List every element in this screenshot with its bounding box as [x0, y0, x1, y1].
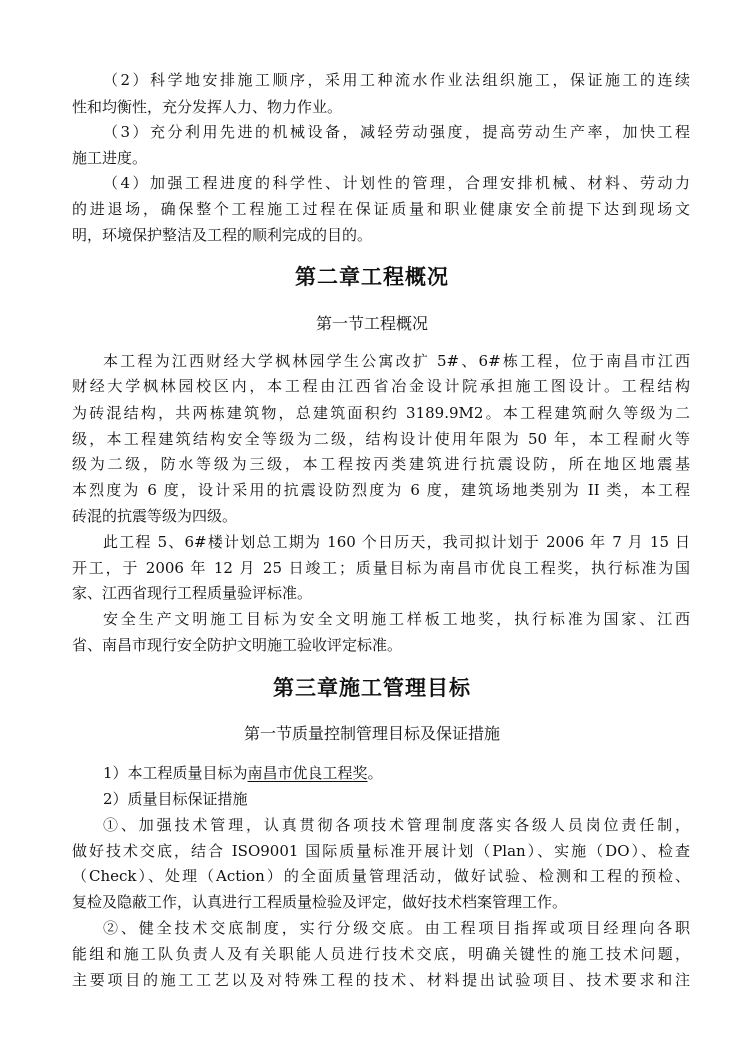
ch2-para1-line1: 本工程为江西财经大学枫林园学生公寓改扩 5#、6#栋工程，位于南昌市江西 — [103, 352, 690, 370]
ch2-para3-line2: 省、南昌市现行安全防护文明施工验收评定标准。 — [72, 636, 403, 654]
ch3-item2: 2）质量目标保证措施 — [103, 790, 248, 808]
ch3-m2-line1: ②、健全技术交底制度，实行分级交底。由工程项目指挥或项目经理向各职 — [103, 919, 690, 937]
intro-p3-line2: 施工进度。 — [72, 149, 148, 167]
ch2-para1-line6: 本烈度为 6 度，设计采用的抗震设防烈度为 6 度，建筑场地类别为 II 类，本工程 — [72, 481, 690, 499]
ch3-item1-suffix: 。 — [367, 764, 383, 782]
ch2-para1-line5: 级为二级，防水等级为三级，本工程按丙类建筑进行抗震设防，所在地区地震基 — [72, 455, 690, 473]
intro-p2-line1: （2）科学地安排施工顺序，采用工种流水作业法组织施工，保证施工的连续 — [103, 71, 690, 89]
chapter3-title: 第三章施工管理目标 — [273, 675, 471, 700]
ch2-para1-line4: 级，本工程建筑结构安全等级为二级，结构设计使用年限为 50 年，本工程耐火等 — [72, 430, 690, 448]
ch2-para1-line2: 财经大学枫林园校区内，本工程由江西省冶金设计院承担施工图设计。工程结构 — [72, 377, 690, 395]
intro-p3-line1: （3）充分利用先进的机械设备，减轻劳动强度，提高劳动生产率，加快工程 — [103, 123, 690, 141]
ch2-para1-line7: 砖混的抗震等级为四级。 — [72, 507, 238, 525]
chapter2-section1-title: 第一节工程概况 — [315, 314, 428, 333]
ch2-para2-line2: 开工，于 2006 年 12 月 25 日竣工；质量目标为南昌市优良工程奖，执行标准为国 — [72, 559, 690, 577]
ch3-m1-line1: ①、加强技术管理，认真贯彻各项技术管理制度落实各级人员岗位责任制， — [103, 816, 690, 834]
ch2-para2-line1: 此工程 5、6#楼计划总工期为 160 个日历天，我司拟计划于 2006 年 7 月 15 日 — [103, 533, 690, 551]
ch3-m1-line4: 复检及隐蔽工作，认真进行工程质量检验及评定，做好技术档案管理工作。 — [72, 893, 568, 911]
intro-p4-line1: （4）加强工程进度的科学性、计划性的管理，合理安排机械、材料、劳动力 — [103, 174, 690, 192]
intro-p2-line2: 性和均衡性，充分发挥人力、物力作业。 — [72, 98, 343, 116]
ch2-para2-line3: 家、江西省现行工程质量验评标准。 — [72, 584, 313, 602]
ch3-item1 — [103, 763, 690, 783]
ch3-item1-quality-goal: 南昌市优良工程奖 — [247, 764, 368, 782]
ch2-para3-line1: 安全生产文明施工目标为安全文明施工样板工地奖，执行标准为国家、江西 — [103, 610, 690, 628]
ch3-m1-line3: （Check）、处理（Action）的全面质量管理活动，做好试验、检测和工程的预检、 — [72, 867, 690, 885]
intro-p4-line3: 明，环境保护整洁及工程的顺利完成的目的。 — [72, 226, 373, 244]
ch2-para1-line3: 为砖混结构，共两栋建筑物，总建筑面积约 3189.9M2。本工程建筑耐久等级为二 — [72, 404, 690, 422]
chapter2-title: 第二章工程概况 — [295, 264, 449, 289]
ch3-item1-prefix: 1）本工程质量目标为 — [103, 764, 248, 782]
intro-p4-line2: 的进退场，确保整个工程施工过程在保证质量和职业健康安全前提下达到现场文 — [72, 200, 690, 218]
ch3-m1-line2: 做好技术交底，结合 ISO9001 国际质量标准开展计划（Plan）、实施（DO）、检查 — [72, 842, 690, 860]
ch3-m2-line2: 能组和施工队负责人及有关职能人员进行技术交底，明确关键性的施工技术问题， — [72, 945, 690, 963]
ch3-m2-line3: 主要项目的施工工艺以及对特殊工程的技术、材料提出试验项目、技术要求和注 — [72, 971, 690, 989]
chapter3-section1-title: 第一节质量控制管理目标及保证措施 — [243, 724, 500, 743]
